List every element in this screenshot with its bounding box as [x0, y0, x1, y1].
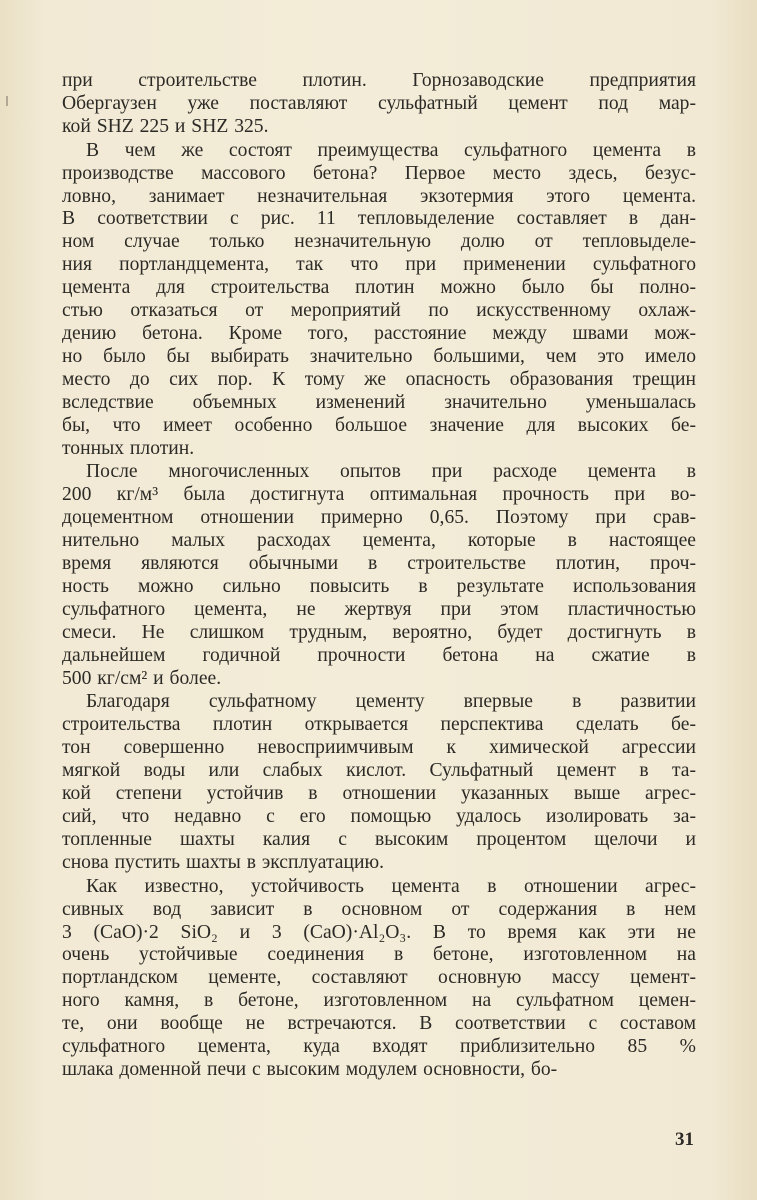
page-number: 31 [675, 1129, 694, 1150]
paragraph [62, 461, 696, 690]
text-line: ния портландцемента, так что при применении сульфатного [62, 254, 696, 276]
text-line: сий, что недавно с его помощью удалось изолировать за- [62, 806, 696, 827]
paragraph [62, 70, 696, 139]
text-line: В чем же состоят преимущества сульфатного цемента в [86, 139, 696, 161]
text-line: сивных вод зависит в основном от содержания в нем [62, 898, 696, 920]
text-line: доцементном отношении примерно 0,65. Поэтому при срав- [62, 507, 696, 529]
text-line: Благодаря сульфатному цементу впервые в развитии [86, 691, 696, 713]
text-line: строительства плотин открывается перспектива сделать бе- [62, 714, 696, 736]
body-text [62, 70, 696, 1082]
text-line: тон совершенно невосприимчивым к химической агрессии [62, 737, 696, 759]
text-line: нительно малых расходах цемента, которые в настоящее [62, 530, 696, 552]
text-line: те, они вообще не встречаются. В соответствии с составом [62, 1013, 696, 1035]
paragraph [62, 691, 696, 874]
text-line: 3 (CaO)·2 SiO₂ и 3 (CaO)·Al₂O₃. В то время как эти не [62, 921, 696, 943]
text-line: кой степени устойчив в отношении указанных выше агрес- [62, 783, 696, 805]
text-line: очень устойчивые соединения в бетоне, изготовленном на [62, 944, 696, 966]
text-line: 200 кг/м³ была достигнута оптимальная прочность при во- [62, 484, 696, 506]
text-line: смеси. Не слишком трудным, вероятно, будет достигнуть в [62, 621, 696, 643]
text-line: вследствие объемных изменений значительно уменьшалась [62, 391, 696, 413]
text-line: дальнейшем годичной прочности бетона на сжатие в [62, 644, 696, 666]
text-line: В соответствии с рис. 11 тепловыделение составляет в дан- [62, 208, 696, 230]
text-line: ного камня, в бетоне, изготовленном на сульфатном цемен- [62, 990, 696, 1012]
text-line: ловно, занимает незначительная экзотермия этого цемента. [62, 185, 696, 207]
text-line: топленные шахты калия с высоким процентом щелочи и [62, 828, 696, 850]
paragraph [62, 876, 696, 1082]
margin-mark [6, 96, 8, 106]
text-line: место до сих пор. К тому же опасность образования трещин [62, 368, 696, 390]
text-line: шлака доменной печи с высоким модулем основности, бо- [62, 1058, 558, 1080]
text-line: 500 кг/см² и более. [62, 667, 222, 689]
text-line: бы, что имеет особенно большое значение для высоких бе- [62, 414, 696, 436]
text-line: цемента для строительства плотин можно было бы полно- [62, 277, 696, 299]
text-line: но было бы выбирать значительно большими, чем это имело [62, 345, 696, 367]
text-line: сульфатного цемента, куда входят приблизительно 85 % [62, 1036, 696, 1058]
text-line: производстве массового бетона? Первое место здесь, безус- [62, 162, 696, 184]
text-line: Обергаузен уже поставляют сульфатный цемент под мар- [62, 92, 696, 114]
text-line: снова пустить шахты в эксплуатацию. [62, 851, 384, 873]
paragraph [62, 140, 696, 461]
text-line: портландском цементе, составляют основную массу цемент- [62, 967, 696, 989]
text-line: ность можно сильно повысить в результате использования [62, 575, 696, 597]
text-line: тонных плотин. [62, 437, 195, 459]
text-line: дению бетона. Кроме того, расстояние между швами мож- [62, 322, 696, 344]
text-line: кой SHZ 225 и SHZ 325. [62, 115, 269, 137]
text-line: мягкой воды или слабых кислот. Сульфатный цемент в та- [62, 760, 696, 782]
text-line: при строительстве плотин. Горнозаводские предприятия [62, 70, 696, 91]
text-line: время являются обычными в строительстве плотин, проч- [62, 553, 696, 575]
text-line: Как известно, устойчивость цемента в отношении агрес- [86, 875, 696, 897]
text-line: После многочисленных опытов при расходе цемента в [86, 461, 696, 483]
text-line: сульфатного цемента, не жертвуя при этом пластичностью [62, 598, 696, 620]
text-line: ном случае только незначительную долю от тепловыделе- [62, 231, 696, 253]
text-line: стью отказаться от мероприятий по искусственному охлаж- [62, 300, 696, 322]
